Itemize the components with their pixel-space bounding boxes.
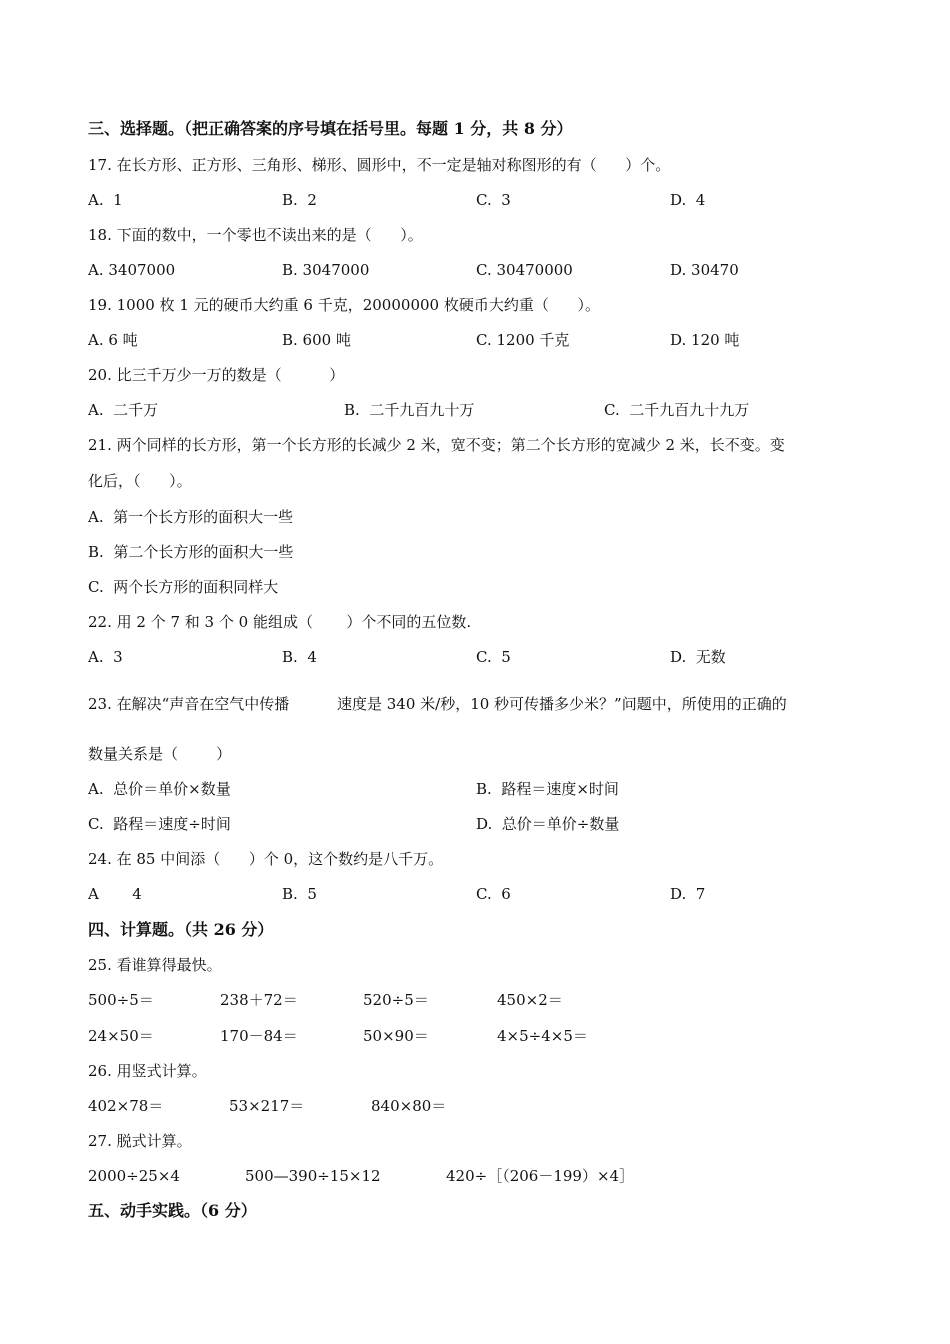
q27-item-3: 420÷［（206－199）×4］ bbox=[446, 1167, 635, 1185]
question-19: 19. 1000 枚 1 元的硬币大约重 6 千克，20000000 枚硬币大约重（ ）。 bbox=[88, 296, 600, 314]
question-26: 26. 用竖式计算。 bbox=[88, 1062, 207, 1080]
q19-option-b: B. 600 吨 bbox=[282, 331, 351, 349]
q21-option-a: A. 第一个长方形的面积大一些 bbox=[88, 508, 294, 526]
section-4-title: 四、计算题。（共 26 分） bbox=[88, 920, 274, 939]
q22-option-c: C. 5 bbox=[476, 648, 511, 666]
q17-option-c: C. 3 bbox=[476, 191, 511, 209]
q24-option-b: B. 5 bbox=[282, 885, 317, 903]
question-21-line-1: 21. 两个同样的长方形，第一个长方形的长减少 2 米，宽不变；第二个长方形的宽减少 2 米，长不变。变 bbox=[88, 436, 785, 454]
question-17: 17. 在长方形、正方形、三角形、梯形、圆形中，不一定是轴对称图形的有（ ）个。 bbox=[88, 156, 671, 174]
q22-option-d: D. 无数 bbox=[670, 648, 726, 666]
q25-expr-1: 500÷5＝ bbox=[88, 991, 154, 1009]
section-3-title: 三、选择题。（把正确答案的序号填在括号里。每题 1 分，共 8 分） bbox=[88, 119, 573, 138]
question-20: 20. 比三千万少一万的数是（ ） bbox=[88, 366, 345, 384]
question-23-line-1: 23. 在解决“声音在空气中传播 速度是 340 米/秒，10 秒可传播多少米？”问题中，所使用的正确的 bbox=[88, 695, 787, 713]
q20-option-a: A. 二千万 bbox=[88, 401, 159, 419]
question-21-line-2: 化后，（ ）。 bbox=[88, 472, 192, 490]
question-23-line-2: 数量关系是（ ） bbox=[88, 745, 232, 763]
q18-option-c: C. 30470000 bbox=[476, 261, 573, 279]
q24-option-c: C. 6 bbox=[476, 885, 511, 903]
q19-option-d: D. 120 吨 bbox=[670, 331, 740, 349]
q25-expr-6: 170－84＝ bbox=[220, 1027, 298, 1045]
q24-option-a: A 4 bbox=[88, 885, 142, 903]
q17-option-d: D. 4 bbox=[670, 191, 706, 209]
q23-option-c: C. 路程＝速度÷时间 bbox=[88, 815, 231, 833]
q19-option-c: C. 1200 千克 bbox=[476, 331, 570, 349]
q25-expr-4: 450×2＝ bbox=[497, 991, 563, 1009]
q25-expr-7: 50×90＝ bbox=[363, 1027, 429, 1045]
q23-option-b: B. 路程＝速度×时间 bbox=[476, 780, 619, 798]
q22-option-b: B. 4 bbox=[282, 648, 317, 666]
q18-option-a: A. 3407000 bbox=[88, 261, 176, 279]
question-24: 24. 在 85 中间添（ ）个 0，这个数约是八千万。 bbox=[88, 850, 444, 868]
q23-option-d: D. 总价＝单价÷数量 bbox=[476, 815, 620, 833]
q21-option-b: B. 第二个长方形的面积大一些 bbox=[88, 543, 294, 561]
q17-option-b: B. 2 bbox=[282, 191, 317, 209]
q26-item-2: 53×217＝ bbox=[229, 1097, 305, 1115]
q22-option-a: A. 3 bbox=[88, 648, 123, 666]
q26-item-3: 840×80＝ bbox=[371, 1097, 447, 1115]
q24-option-d: D. 7 bbox=[670, 885, 706, 903]
question-18: 18. 下面的数中，一个零也不读出来的是（ ）。 bbox=[88, 226, 423, 244]
q17-option-a: A. 1 bbox=[88, 191, 123, 209]
q21-option-c: C. 两个长方形的面积同样大 bbox=[88, 578, 279, 596]
q25-expr-3: 520÷5＝ bbox=[363, 991, 429, 1009]
q20-option-c: C. 二千九百九十九万 bbox=[604, 401, 750, 419]
q25-expr-8: 4×5÷4×5＝ bbox=[497, 1027, 588, 1045]
question-22: 22. 用 2 个 7 和 3 个 0 能组成（ ）个不同的五位数. bbox=[88, 613, 472, 631]
section-5-title: 五、动手实践。（6 分） bbox=[88, 1201, 257, 1220]
q25-expr-2: 238＋72＝ bbox=[220, 991, 298, 1009]
q19-option-a: A. 6 吨 bbox=[88, 331, 138, 349]
q27-item-1: 2000÷25×4 bbox=[88, 1167, 180, 1185]
q18-option-b: B. 3047000 bbox=[282, 261, 370, 279]
q27-item-2: 500—390÷15×12 bbox=[245, 1167, 381, 1185]
q25-expr-5: 24×50＝ bbox=[88, 1027, 154, 1045]
question-25: 25. 看谁算得最快。 bbox=[88, 956, 222, 974]
q26-item-1: 402×78＝ bbox=[88, 1097, 164, 1115]
q18-option-d: D. 30470 bbox=[670, 261, 739, 279]
q20-option-b: B. 二千九百九十万 bbox=[344, 401, 475, 419]
q23-option-a: A. 总价＝单价×数量 bbox=[88, 780, 231, 798]
question-27: 27. 脱式计算。 bbox=[88, 1132, 192, 1150]
